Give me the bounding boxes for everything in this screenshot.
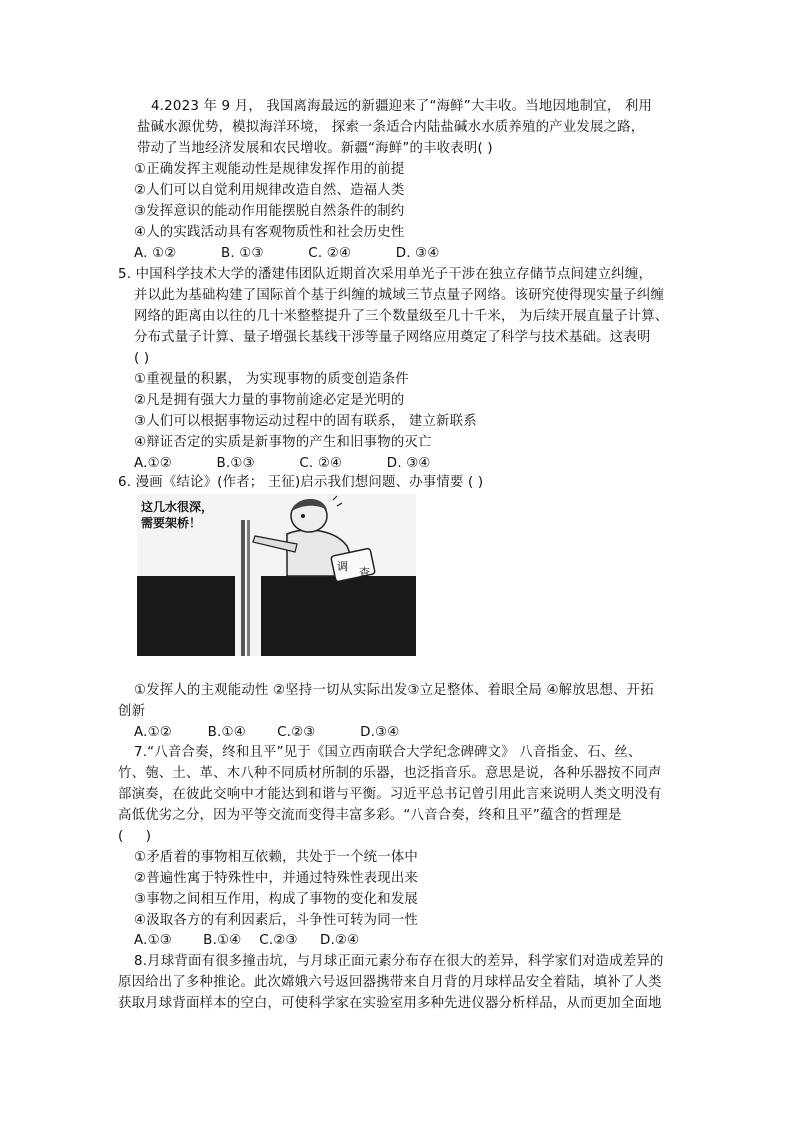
- cartoon-image: [137, 494, 416, 656]
- cartoon-speech-2: 需要架桥！: [141, 516, 202, 530]
- q7-line-4: 高低优劣之分，因为平等交流而变得丰富多彩。“八音合奏，终和且平”蕴含的哲理是: [118, 808, 622, 823]
- q5-option-1: ①重视量的积累， 为实现事物的质变创造条件: [134, 372, 409, 387]
- q8-line-1: 8.月球背面有很多撞击坑，与月球正面元素分布存在很大的差异，科学家们对造成差异的: [134, 954, 664, 969]
- q4-line-1: 4.2023 年 9 月， 我国离海最远的新疆迎来了“海鲜”大丰收。当地因地制宜， 利用: [151, 99, 653, 114]
- q4-line-3: 带动了当地经济发展和农民增收。新疆“海鲜”的丰收表明( ): [137, 141, 493, 156]
- q6-options-cont: 创新: [118, 704, 146, 719]
- q7-line-3: 部演奏，在彼此交响中才能达到和谐与平衡。习近平总书记曾引用此言来说明人类文明没有: [118, 787, 662, 802]
- q5-line-1: 5. 中国科学技术大学的潘建伟团队近期首次采用单光子干涉在独立存储节点间建立纠缠，: [118, 267, 653, 282]
- q5-option-2: ②凡是拥有强大力量的事物前途必定是光明的: [134, 393, 405, 408]
- q4-answers: A. ①② B. ①③ C. ②④ D. ③④: [134, 246, 440, 261]
- q7-line-1: 7.“八音合奏，终和且平”见于《国立西南联合大学纪念碑碑文》 八音指金、石、丝、: [134, 745, 642, 760]
- q7-option-3: ③事物之间相互作用，构成了事物的变化和发展: [134, 892, 419, 907]
- bag-label-2: 查: [359, 566, 370, 579]
- q8-line-2: 原因给出了多种推论。此次嫦娥六号返回器携带来自月背的月球样品安全着陆，填补了人类: [118, 975, 662, 990]
- q5-line-5: ( ): [134, 351, 150, 366]
- q8-line-3: 获取月球背面样本的空白，可使科学家在实验室用多种先进仪器分析样品，从而更加全面地: [118, 996, 662, 1011]
- cartoon-speech-1: 这几水很深，: [141, 500, 214, 514]
- q6-answers: A.①② B.①④ C.②③ D.③④: [134, 725, 400, 740]
- q4-line-2: 盐碱水源优势，模拟海洋环境， 探索一条适合内陆盐碱水水质养殖的产业发展之路，: [137, 120, 645, 135]
- q4-option-4: ④人的实践活动具有客观物质性和社会历史性: [134, 225, 405, 240]
- q7-option-1: ①矛盾着的事物相互依赖，共处于一个统一体中: [134, 850, 419, 865]
- q7-line-5: ( ): [118, 829, 152, 844]
- q6-line-1: 6. 漫画《结论》(作者； 王征)启示我们想问题、办事情要 ( ): [118, 475, 484, 490]
- q5-option-3: ③人们可以根据事物运动过程中的固有联系， 建立新联系: [134, 414, 477, 429]
- q5-line-2: 并以此为基础构建了国际首个基于纠缠的城域三节点量子网络。该研究使得现实量子纠缠: [134, 288, 665, 303]
- q4-option-1: ①正确发挥主观能动性是规律发挥作用的前提: [134, 162, 405, 177]
- q5-line-3: 网络的距离由以往的几十米整整提升了三个数量级至几十千米， 为后续开展直量子计算、: [134, 309, 669, 324]
- q7-answers: A.①③ B.①④ C.②③ D.②④: [134, 933, 360, 948]
- bag-label-1: 调: [337, 560, 348, 573]
- q4-option-2: ②人们可以自觉利用规律改造自然、造福人类: [134, 183, 405, 198]
- q7-line-2: 竹、匏、土、革、木八种不同质材所制的乐器，也泛指音乐。意思是说，各种乐器按不同声: [118, 766, 662, 781]
- q4-option-3: ③发挥意识的能动作用能摆脱自然条件的制约: [134, 204, 405, 219]
- cartoon-drawing: [137, 494, 416, 656]
- q5-answers: A.①② B.①③ C. ②④ D. ③④: [134, 456, 431, 471]
- q7-option-4: ④汲取各方的有利因素后，斗争性可转为同一性: [134, 913, 419, 928]
- q7-option-2: ②普遍性寓于特殊性中，并通过特殊性表现出来: [134, 871, 419, 886]
- q6-options: ①发挥人的主观能动性 ②坚持一切从实际出发③立足整体、着眼全局 ④解放思想、开拓: [134, 683, 654, 698]
- q5-line-4: 分布式量子计算、量子增强长基线干涉等量子网络应用奠定了科学与技术基础。这表明: [134, 330, 651, 345]
- q5-option-4: ④辩证否定的实质是新事物的产生和旧事物的灭亡: [134, 435, 432, 450]
